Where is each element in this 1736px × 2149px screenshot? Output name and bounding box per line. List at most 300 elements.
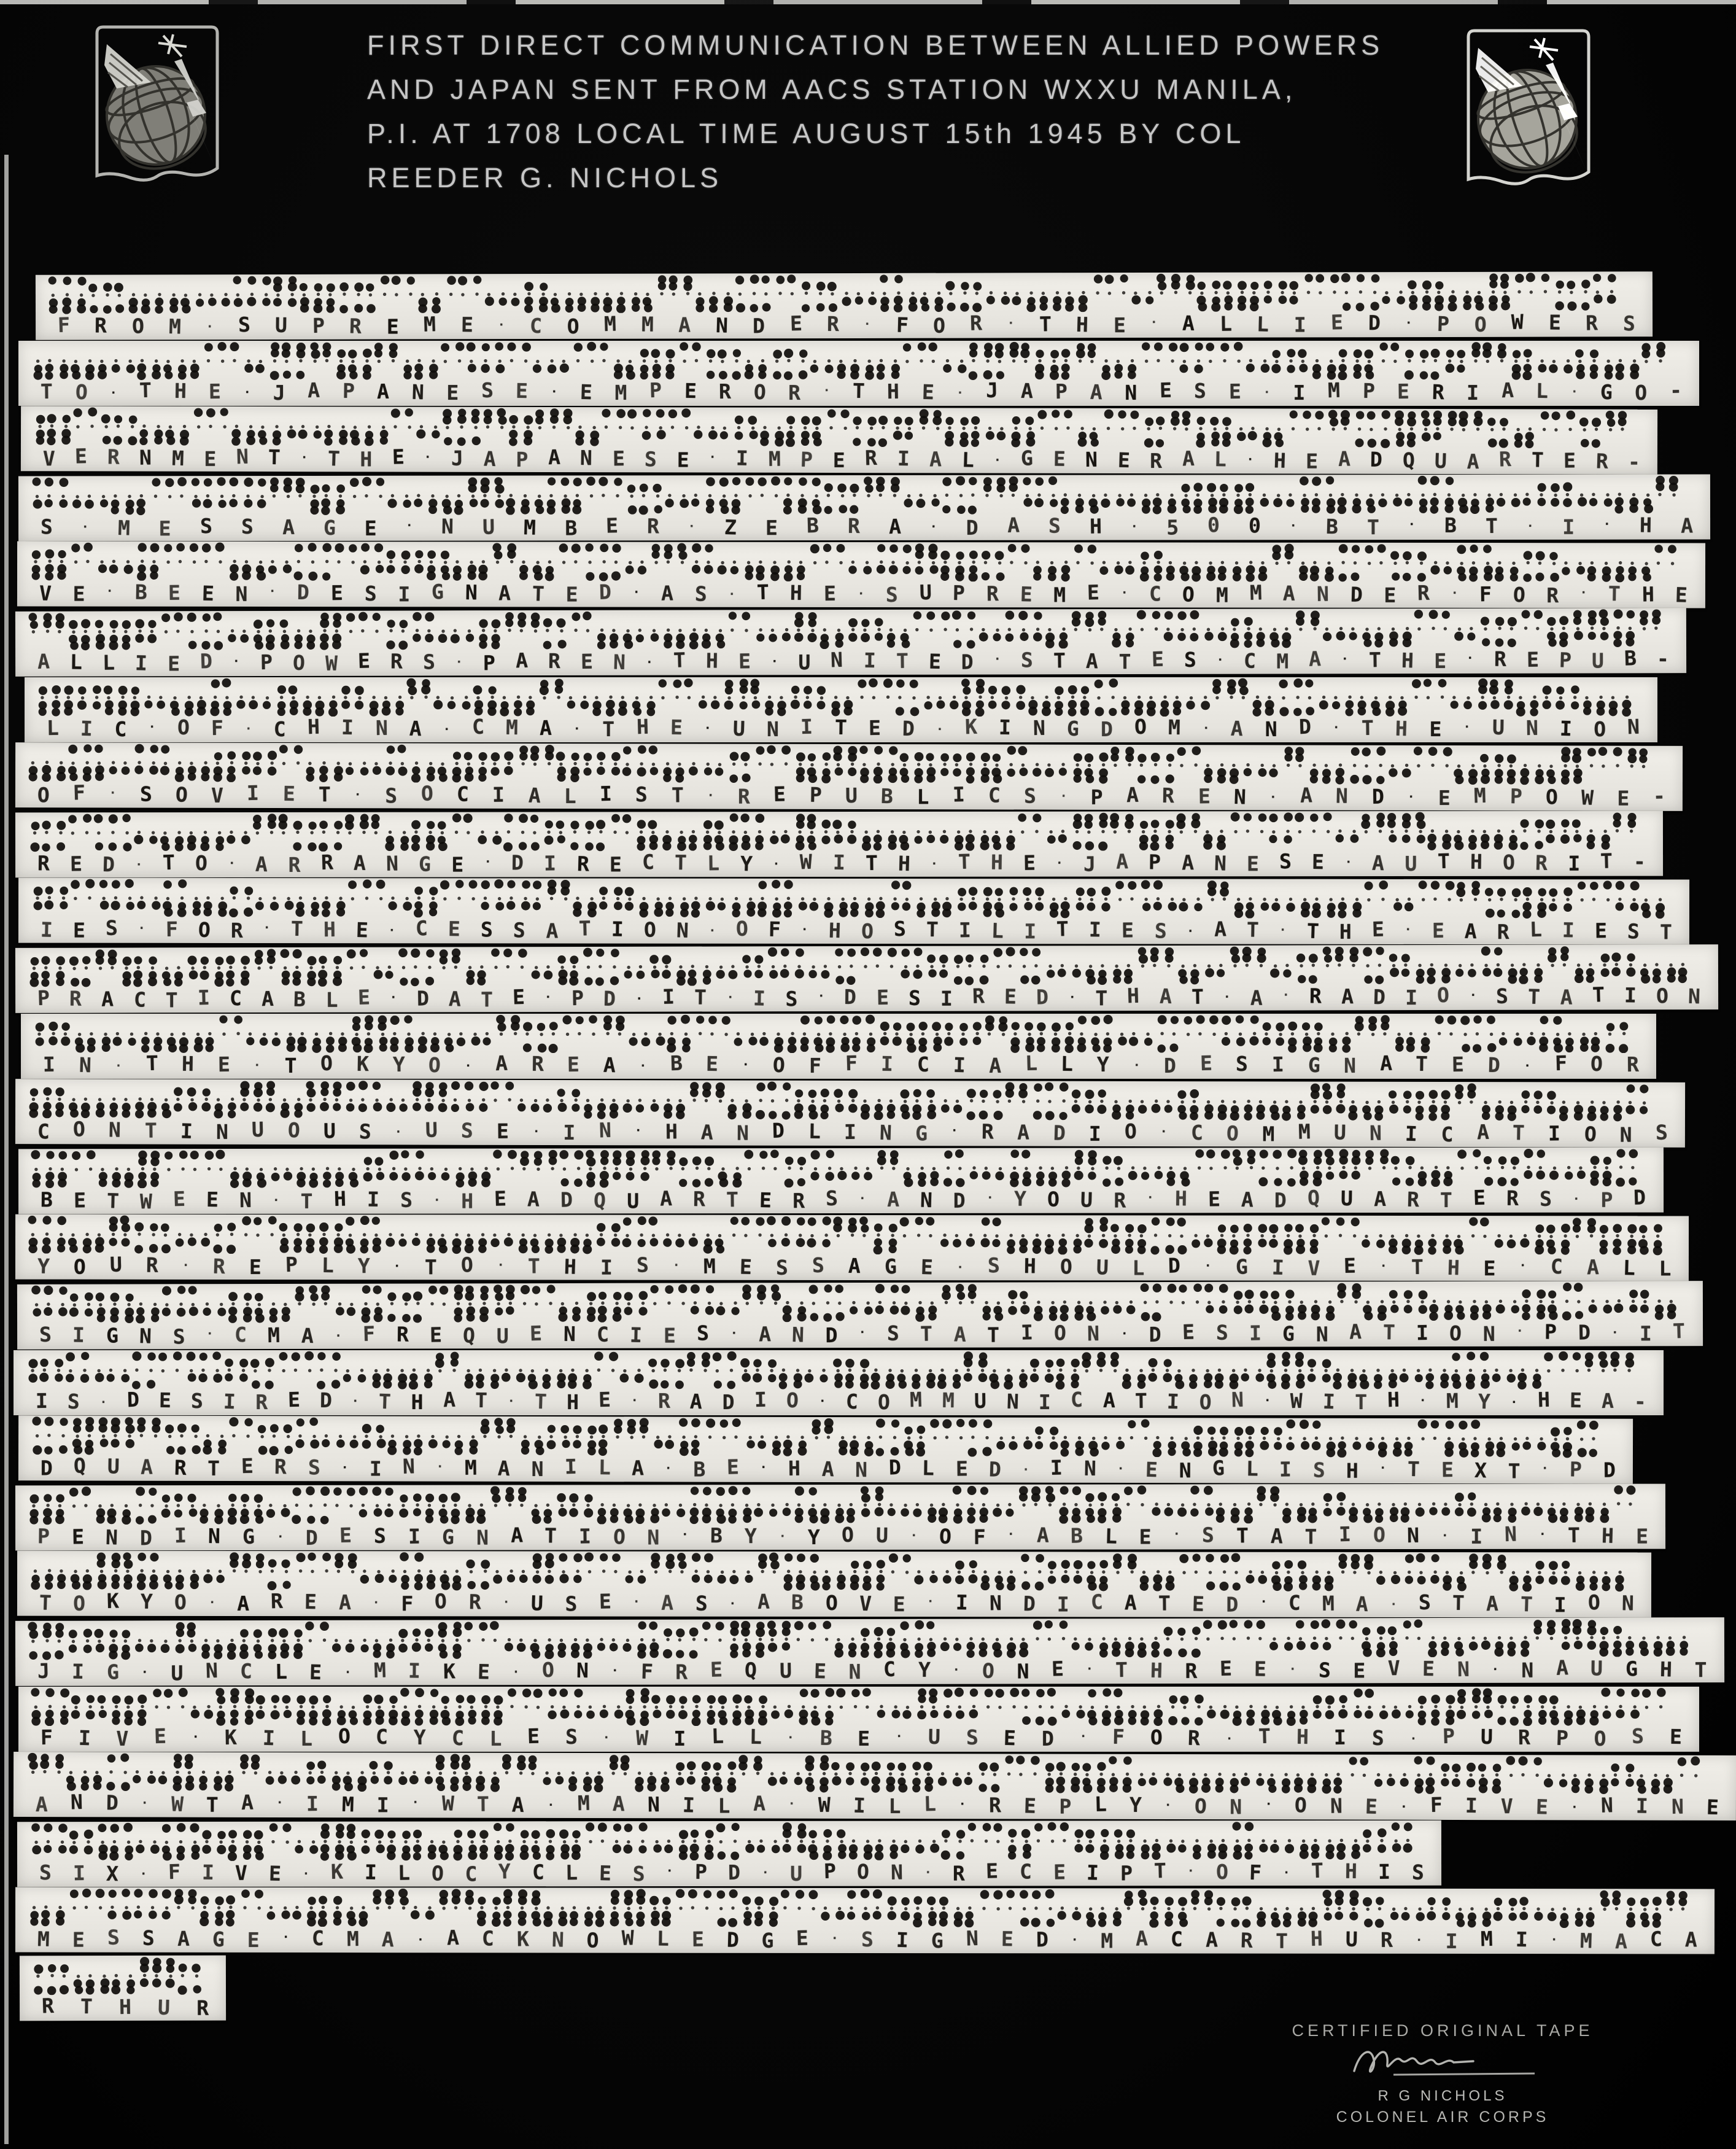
tape-letter: A: [1373, 1186, 1387, 1211]
tape-letter: I: [408, 1658, 421, 1683]
tape-letter: D: [1350, 582, 1363, 607]
tape-text-row: [21, 1052, 1656, 1078]
tape-letter: R: [69, 986, 82, 1011]
tape-letter: A: [1602, 1388, 1614, 1413]
tape-letter: E: [74, 443, 88, 468]
tape-letter: L: [991, 918, 1004, 943]
word-separator-dot: ·: [1172, 1527, 1181, 1541]
tape-letter: L: [921, 1455, 935, 1480]
tape-letter: T: [987, 1323, 1000, 1347]
word-separator-dot: ·: [1068, 990, 1076, 1005]
tape-letter: I: [952, 782, 966, 807]
tape-letter: O: [131, 313, 145, 338]
tape-letter: B: [819, 1725, 832, 1751]
tape-letter: I: [1562, 917, 1575, 942]
tape-letter: N: [580, 445, 593, 470]
tape-letter: N: [1230, 1794, 1242, 1819]
tape-letter: L: [46, 715, 60, 740]
tape-letter: R: [1518, 1725, 1531, 1750]
tape-letter: S: [1371, 1725, 1385, 1751]
tape-letter: P: [1442, 1723, 1455, 1749]
tape-letter: A: [612, 1791, 625, 1816]
tape-letter: W: [1511, 309, 1524, 334]
tape-letter: R: [1417, 580, 1430, 605]
tape-letter: E: [1353, 1658, 1366, 1682]
tape-letter: E: [304, 1589, 317, 1614]
certification-block: [1252, 2021, 1633, 2126]
tape-letter: N: [411, 379, 425, 405]
tape-letter: N: [386, 850, 399, 876]
word-separator-dot: ·: [1516, 1324, 1524, 1338]
tape-letter: L: [888, 1793, 901, 1818]
caption-text: [367, 23, 1384, 200]
word-separator-dot: ·: [1263, 1393, 1271, 1407]
punched-holes: [18, 1147, 1664, 1188]
tape-letter: E: [759, 1187, 772, 1212]
tape-letter: I: [600, 1255, 613, 1280]
tape-letter: E: [168, 651, 180, 675]
tape-letter: A: [659, 1186, 673, 1210]
tape-letter: U: [875, 1523, 889, 1547]
tape-letter: D: [1053, 1121, 1066, 1145]
tape-letter: I: [1050, 1455, 1063, 1480]
tape-letter: A: [1614, 1929, 1627, 1954]
tape-letter: O: [1134, 714, 1147, 739]
tape-text-row: [14, 1388, 1664, 1414]
word-separator-dot: ·: [148, 720, 156, 734]
word-separator-dot: ·: [929, 519, 937, 534]
tape-letter: O: [1124, 1119, 1137, 1143]
tape-letter: J: [451, 446, 464, 470]
tape-letter: V: [39, 581, 52, 605]
tape-letter: H: [323, 917, 336, 942]
tape-text-row: [36, 309, 1653, 339]
tape-letter: D: [722, 1390, 735, 1415]
tape-letter: D: [603, 986, 616, 1011]
tape-letter: M: [168, 314, 182, 339]
tape-letter: O: [1545, 784, 1558, 809]
word-separator-dot: ·: [335, 1329, 342, 1343]
word-separator-dot: ·: [1120, 586, 1128, 600]
word-separator-dot: ·: [1290, 518, 1298, 533]
tape-letter: D: [297, 580, 310, 605]
tape-letter: E: [1122, 918, 1134, 942]
tape-letter: O: [586, 1928, 599, 1953]
tape-letter: A: [497, 1456, 511, 1480]
word-separator-dot: ·: [681, 1527, 689, 1542]
tape-letter: C: [415, 915, 428, 941]
tape-letter: P: [571, 985, 584, 1010]
tape-letter: S: [1184, 647, 1196, 672]
tape-letter: D: [1373, 984, 1386, 1009]
tape-letter: N: [465, 580, 478, 605]
tape-letter: E: [1113, 313, 1126, 337]
tape-letter: A: [37, 648, 50, 674]
tape-letter: A: [1270, 1523, 1284, 1548]
tape-letter: E: [1675, 583, 1688, 607]
tape-letter: E: [71, 1524, 84, 1549]
word-separator-dot: ·: [433, 1193, 441, 1207]
word-separator-dot: ·: [1491, 1662, 1500, 1677]
word-separator-dot: ·: [141, 1665, 149, 1679]
tape-letter: M: [1216, 583, 1228, 607]
word-separator-dot: ·: [1225, 1731, 1233, 1746]
tape-letter: R: [531, 1051, 544, 1076]
tape-letter: A: [689, 1389, 703, 1414]
tape-letter: E: [565, 582, 578, 607]
tape-letter: H: [635, 714, 649, 739]
tape-letter: P: [649, 378, 662, 403]
word-separator-dot: ·: [282, 1930, 290, 1945]
word-separator-dot: ·: [354, 788, 362, 802]
tape-letter: E: [158, 516, 171, 540]
tape-letter: O: [1587, 1590, 1601, 1615]
tape-letter: O: [175, 782, 188, 807]
tape-letter: E: [392, 444, 405, 469]
tape-letter: S: [785, 986, 798, 1011]
tape-letter: E: [823, 581, 837, 605]
tape-letter: A: [261, 986, 274, 1011]
word-separator-dot: ·: [787, 1730, 794, 1744]
tape-strip-16: [17, 1281, 1703, 1350]
punched-holes: [14, 1752, 1736, 1795]
tape-letter: A: [888, 514, 902, 538]
punched-holes: [18, 341, 1699, 380]
tape-letter: I: [1635, 1793, 1649, 1818]
tape-letter: E: [1001, 1926, 1013, 1951]
tape-letter: B: [806, 513, 820, 537]
tape-letter: T: [1508, 1459, 1521, 1483]
tape-letter: D: [888, 1455, 902, 1480]
tape-letter: I: [1293, 312, 1306, 336]
word-separator-dot: ·: [1469, 988, 1477, 1002]
tape-letter: L: [397, 1860, 411, 1884]
tape-letter: B: [293, 987, 306, 1011]
tape-letter: A: [1124, 1590, 1137, 1615]
tape-letter: H: [1395, 716, 1408, 741]
word-separator-dot: ·: [341, 1461, 349, 1475]
tape-letter: E: [1247, 851, 1259, 876]
tape-letter: U: [1434, 448, 1447, 473]
tape-letter: R: [1432, 379, 1445, 405]
tape-letter: S: [908, 985, 921, 1010]
tape-letter: T: [318, 782, 331, 807]
tape-letter: A: [1182, 446, 1195, 471]
tape-letter: M: [1053, 583, 1066, 607]
tape-letter: B: [134, 580, 147, 604]
tape-letter: O: [434, 1588, 448, 1614]
tape-letter: M: [1276, 649, 1289, 674]
word-separator-dot: ·: [958, 1797, 966, 1811]
tape-letter: G: [915, 1121, 928, 1145]
tape-letter: I: [1568, 851, 1581, 876]
word-separator-dot: ·: [1133, 1058, 1141, 1072]
tape-letter: I: [863, 648, 876, 672]
tape-letter: G: [761, 1928, 774, 1953]
tape-strip-9: [15, 810, 1663, 877]
tape-strip-13: [15, 1079, 1685, 1148]
tape-letter: P: [516, 447, 529, 472]
word-separator-dot: ·: [573, 721, 581, 736]
word-separator-dot: ·: [1524, 1059, 1531, 1073]
tape-letter: S: [775, 1255, 788, 1280]
tape-letter: C: [471, 714, 485, 739]
tape-letter: C: [240, 1658, 253, 1683]
tape-letter: P: [37, 1523, 50, 1548]
tape-letter: T: [1056, 916, 1069, 941]
tape-letter: O: [1199, 1390, 1212, 1415]
tape-letter: N: [855, 1457, 868, 1482]
tape-letter: O: [753, 379, 766, 405]
tape-letter: T: [1311, 1858, 1324, 1883]
tape-letter: R: [1161, 783, 1175, 807]
tape-letter: I: [223, 1389, 236, 1414]
word-separator-dot: ·: [1526, 519, 1534, 533]
tape-letter: E: [663, 1323, 676, 1348]
tape-letter: E: [1087, 580, 1100, 605]
word-separator-dot: ·: [1571, 1800, 1578, 1814]
word-separator-dot: ·: [1451, 586, 1459, 600]
tape-letter: N: [441, 513, 454, 538]
tape-letter: M: [1101, 1929, 1114, 1953]
tape-letter: S: [1024, 783, 1037, 808]
tape-letter: S: [1496, 984, 1509, 1008]
tape-letter: L: [1094, 1792, 1107, 1816]
tape-letter: P: [800, 447, 813, 472]
tape-letter: S: [886, 1321, 900, 1345]
tape-letter: F: [57, 312, 71, 337]
word-separator-dot: ·: [1079, 1729, 1087, 1743]
tape-letter: M: [1473, 783, 1487, 808]
word-separator-dot: ·: [544, 990, 552, 1005]
tape-letter: E: [599, 1860, 612, 1885]
tape-letter: E: [1219, 1655, 1233, 1681]
word-separator-dot: ·: [761, 1865, 769, 1879]
punched-holes: [20, 1956, 226, 1996]
tape-letter: I: [80, 716, 93, 741]
tape-letter: A: [353, 850, 366, 875]
word-separator-dot: ·: [1071, 1933, 1079, 1947]
word-separator-dot: ·: [817, 989, 825, 1003]
tape-letter: I: [1088, 1121, 1101, 1146]
tape-letter: U: [530, 1591, 544, 1615]
tape-letter: S: [1631, 1723, 1645, 1749]
tape-letter: T: [300, 1189, 313, 1213]
word-separator-dot: ·: [1603, 517, 1611, 531]
tape-letter: I: [754, 1387, 767, 1412]
tape-letter: R: [288, 852, 301, 877]
tape-letter: T: [1191, 984, 1204, 1009]
tape-letter: I: [197, 985, 211, 1010]
tape-letter: S: [513, 918, 526, 942]
tape-letter: A: [548, 445, 561, 469]
tape-letter: N: [647, 1525, 660, 1549]
tape-letter: N: [1006, 1389, 1019, 1414]
tape-letter: U: [323, 1118, 336, 1143]
tape-letter: O: [1150, 1725, 1163, 1750]
tape-letter: D: [126, 1387, 140, 1412]
tape-letter: H: [333, 1186, 347, 1211]
tape-letter: A: [1476, 1119, 1490, 1144]
tape-letter: E: [1451, 1052, 1465, 1077]
tape-letter: H: [567, 1390, 579, 1415]
tape-letter: R: [847, 513, 861, 538]
tape-letter: S: [1627, 919, 1640, 944]
tape-letter: D: [1163, 1054, 1176, 1078]
word-separator-dot: ·: [1541, 1461, 1549, 1475]
word-separator-dot: ·: [1120, 1326, 1128, 1341]
tape-letter: H: [1387, 1387, 1400, 1412]
tape-letter: G: [1600, 379, 1613, 405]
certifier-title: COLONEL AIR CORPS: [1336, 2108, 1549, 2126]
word-separator-dot: ·: [730, 1326, 738, 1340]
tape-letter: I: [1445, 1929, 1458, 1953]
tape-letter: I: [843, 1119, 856, 1144]
tape-letter: A: [495, 1051, 508, 1076]
tape-letter: L: [1256, 311, 1269, 336]
word-separator-dot: ·: [1550, 1933, 1558, 1947]
tape-letter: G: [1282, 1321, 1295, 1346]
tape-letter: D: [106, 1790, 118, 1815]
word-separator-dot: ·: [858, 1325, 866, 1340]
tape-letter: H: [307, 714, 320, 739]
tape-letter: E: [684, 378, 697, 403]
tape-letter: U: [627, 1188, 640, 1213]
tape-letter: R: [1309, 983, 1322, 1008]
tape-letter: H: [1659, 1657, 1673, 1682]
tape-letter: R: [349, 313, 362, 338]
word-separator-dot: ·: [952, 1663, 960, 1677]
word-separator-dot: ·: [139, 1867, 147, 1881]
tape-letter: E: [1526, 647, 1540, 672]
tape-letter: I: [306, 1791, 319, 1816]
tape-letter: T: [207, 1456, 220, 1480]
tape-letter: E: [1429, 717, 1442, 742]
tape-letter: D: [40, 1456, 53, 1480]
tape-letter: A: [1102, 1388, 1115, 1413]
tape-letter: S: [694, 1591, 708, 1615]
tape-text-row: [17, 1319, 1703, 1348]
tape-letter: P: [482, 650, 495, 675]
tape-letter: -: [1627, 449, 1640, 474]
tape-letter: B: [710, 1523, 723, 1547]
tape-letter: Y: [141, 1589, 153, 1614]
tape-letter: P: [260, 650, 273, 674]
tape-letter: T: [162, 850, 176, 874]
word-separator-dot: ·: [772, 857, 780, 871]
tape-letter: S: [241, 514, 254, 538]
tape-letter: T: [1528, 984, 1541, 1009]
tape-letter: O: [1053, 1320, 1067, 1345]
tape-letter: R: [1187, 1725, 1201, 1751]
tape-letter: I: [1639, 1321, 1652, 1345]
tape-letter: E: [1669, 1724, 1683, 1749]
tape-letter: E: [1397, 379, 1410, 404]
tape-letter: T: [1276, 1929, 1288, 1953]
tape-letter: S: [966, 1725, 978, 1750]
tape-letter: H: [1344, 1859, 1357, 1883]
tape-letter: C: [451, 1725, 465, 1751]
tape-letter: C: [1441, 1122, 1454, 1146]
globe-wing-lightning-icon: [1461, 26, 1596, 192]
tape-letter: R: [1585, 310, 1598, 335]
punched-holes: [17, 542, 1705, 583]
tape-letter: O: [643, 917, 656, 942]
tape-letter: D: [1368, 310, 1381, 335]
tape-letter: I: [1405, 1121, 1418, 1146]
tape-letter: X: [106, 1861, 119, 1886]
word-separator-dot: ·: [726, 990, 734, 1005]
tape-strip-8: [15, 742, 1683, 811]
tape-letter: R: [952, 1860, 965, 1885]
tape-letter: P: [1120, 1860, 1133, 1885]
word-separator-dot: ·: [1204, 1259, 1212, 1273]
tape-letter: O: [292, 650, 306, 675]
tape-letter: Y: [1129, 1792, 1142, 1817]
tape-letter: E: [1330, 309, 1344, 335]
tape-letter: E: [206, 1187, 219, 1211]
tape-letter: D: [416, 985, 429, 1011]
tape-letter: O: [1449, 1321, 1462, 1345]
tape-letter: G: [1066, 716, 1080, 741]
tape-letter: G: [931, 1929, 944, 1953]
tape-letter: O: [1583, 1121, 1597, 1146]
word-separator-dot: ·: [512, 1665, 520, 1679]
tape-letter: T: [920, 1321, 933, 1346]
tape-letter: A: [515, 648, 529, 672]
tape-letter: O: [1182, 582, 1195, 607]
tape-letter: P: [952, 580, 966, 605]
tape-letter: R: [1240, 1928, 1254, 1953]
tape-letter: T: [1258, 1723, 1271, 1749]
tape-letter: M: [603, 311, 617, 336]
tape-letter: E: [448, 917, 461, 941]
tape-letter: A: [953, 1321, 967, 1347]
tape-letter: T: [1411, 1254, 1424, 1279]
word-separator-dot: ·: [1130, 519, 1138, 534]
tape-letter: T: [532, 581, 545, 606]
tape-letter: E: [928, 648, 942, 674]
tape-letter: C: [988, 783, 1001, 807]
tape-letter: E: [1145, 1457, 1158, 1482]
tape-letter: E: [612, 446, 625, 471]
tape-letter: E: [527, 1723, 540, 1749]
tape-letter: N: [613, 650, 626, 674]
tape-letter: I: [1271, 1255, 1285, 1280]
tape-letter: A: [989, 1054, 1002, 1078]
word-separator-dot: ·: [106, 584, 114, 599]
tape-letter: D: [319, 1388, 333, 1413]
tape-letter: A: [1090, 379, 1103, 405]
tape-letter: O: [1047, 1186, 1060, 1211]
tape-letter: S: [1194, 378, 1207, 403]
tape-letter: A: [1586, 1255, 1599, 1280]
tape-letter: O: [786, 1388, 799, 1413]
tape-letter: N: [239, 1187, 252, 1212]
tape-letter: H: [118, 1994, 132, 2019]
tape-letter: S: [825, 1186, 839, 1210]
tape-letter: T: [1053, 648, 1066, 672]
tape-letter: E: [309, 1660, 322, 1684]
tape-letter: N: [920, 1187, 933, 1212]
word-separator-dot: ·: [99, 1395, 107, 1409]
tape-letter: E: [1473, 1184, 1486, 1210]
punched-holes: [15, 742, 1683, 785]
tape-letter: R: [145, 1253, 158, 1277]
tape-letter: F: [401, 1591, 414, 1616]
word-separator-dot: ·: [417, 1933, 424, 1947]
word-separator-dot: ·: [1611, 1326, 1619, 1340]
